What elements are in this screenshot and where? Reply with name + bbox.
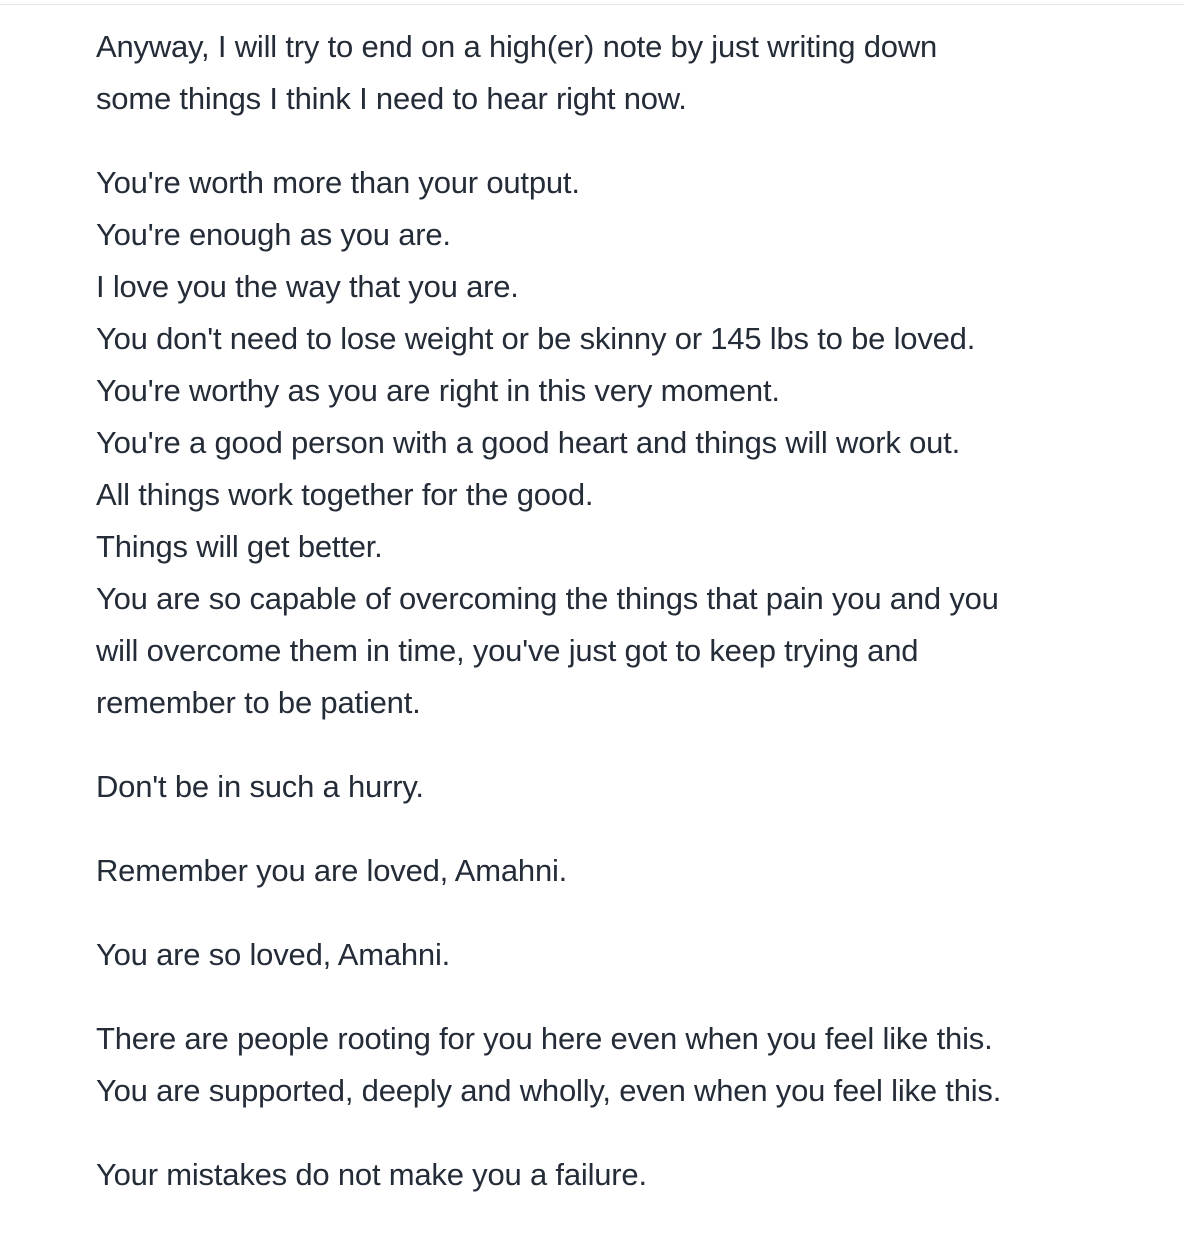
paragraph-supported	[96, 1013, 1096, 1117]
paragraph-remember-loved	[96, 845, 1096, 897]
paragraph-affirmations	[96, 157, 1096, 729]
text-line: some things I think I need to hear right now.	[96, 81, 687, 116]
text-line: You are so loved, Amahni.	[96, 937, 451, 972]
text-line: Your mistakes do not make you a failure.	[96, 1157, 647, 1192]
post-body	[96, 21, 1096, 1233]
paragraph-so-loved	[96, 929, 1096, 981]
text-line: You're a good person with a good heart and things will work out.	[96, 425, 960, 460]
text-line: Remember you are loved, Amahni.	[96, 853, 568, 888]
paragraph-mistakes	[96, 1149, 1096, 1201]
text-line: All things work together for the good.	[96, 477, 594, 512]
paragraph-intro	[96, 21, 1096, 125]
text-line: Things will get better.	[96, 529, 383, 564]
text-line: You are supported, deeply and wholly, even when you feel like this.	[96, 1073, 1002, 1108]
text-line: You don't need to lose weight or be skinny or 145 lbs to be loved.	[96, 321, 976, 356]
text-line: will overcome them in time, you've just got to keep trying and	[96, 633, 919, 668]
text-line: You are so capable of overcoming the things that pain you and you	[96, 581, 999, 616]
text-line: You're worthy as you are right in this very moment.	[96, 373, 780, 408]
text-line: You're enough as you are.	[96, 217, 451, 252]
top-divider	[0, 0, 1184, 5]
paragraph-hurry	[96, 761, 1096, 813]
text-line: Don't be in such a hurry.	[96, 769, 424, 804]
text-line: Anyway, I will try to end on a high(er) note by just writing down	[96, 29, 938, 64]
text-line: There are people rooting for you here even when you feel like this.	[96, 1021, 993, 1056]
text-line: You're worth more than your output.	[96, 165, 580, 200]
text-line: remember to be patient.	[96, 685, 421, 720]
text-line: I love you the way that you are.	[96, 269, 519, 304]
